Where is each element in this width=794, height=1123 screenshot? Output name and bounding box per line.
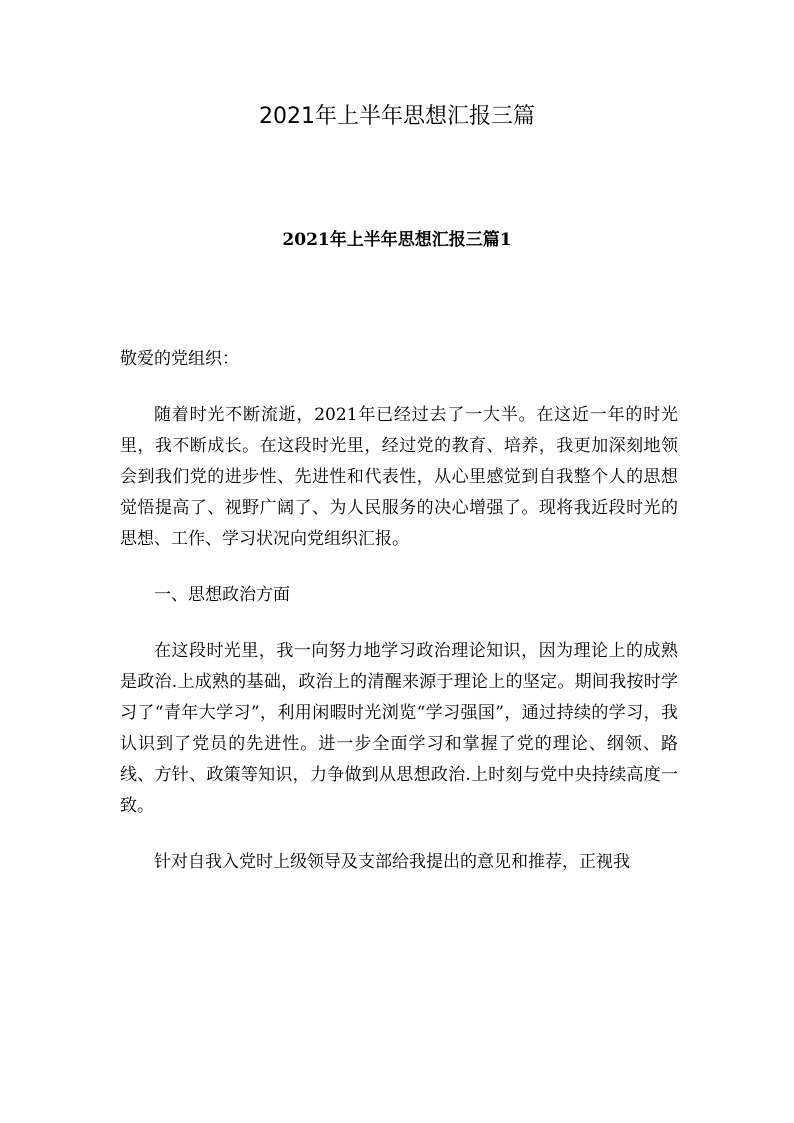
document-title: 2021年上半年思想汇报三篇 <box>259 104 535 129</box>
section-heading: 一、思想政治方面 <box>154 585 290 605</box>
paragraph: 随着时光不断流逝，2021年已经过去了一大半。在这近一年的时光里，我不断成长。在这段时光里，经过党的教育、培养，我更加深刻地领会到我们党的进步性、先进性和代表性，从心里感觉到自我整个人的思想觉悟提高了、视野广阔了、为人民服务的决心增强了。现将我近段时光的思想、工作、学习状况向党组织汇报。 <box>120 405 678 549</box>
document-body <box>120 344 678 903</box>
paragraph: 针对自我入党时上级领导及支部给我提出的意见和推荐，正视我 <box>154 852 630 872</box>
section-title: 2021年上半年思想汇报三篇1 <box>282 230 512 250</box>
greeting: 敬爱的党组织： <box>120 349 239 369</box>
paragraph: 在这段时光里，我一向努力地学习政治理论知识，因为理论上的成熟是政治.上成熟的基础，政治上的清醒来源于理论上的坚定。期间我按时学习了“青年大学习”，利用闲暇时光浏览“学习强国”，通过持续的学习，我认识到了党员的先进性。进一步全面学习和掌握了党的理论、纲领、路线、方针、政策等知识，力争做到从思想政治.上时刻与党中央持续高度一致。 <box>120 641 678 816</box>
